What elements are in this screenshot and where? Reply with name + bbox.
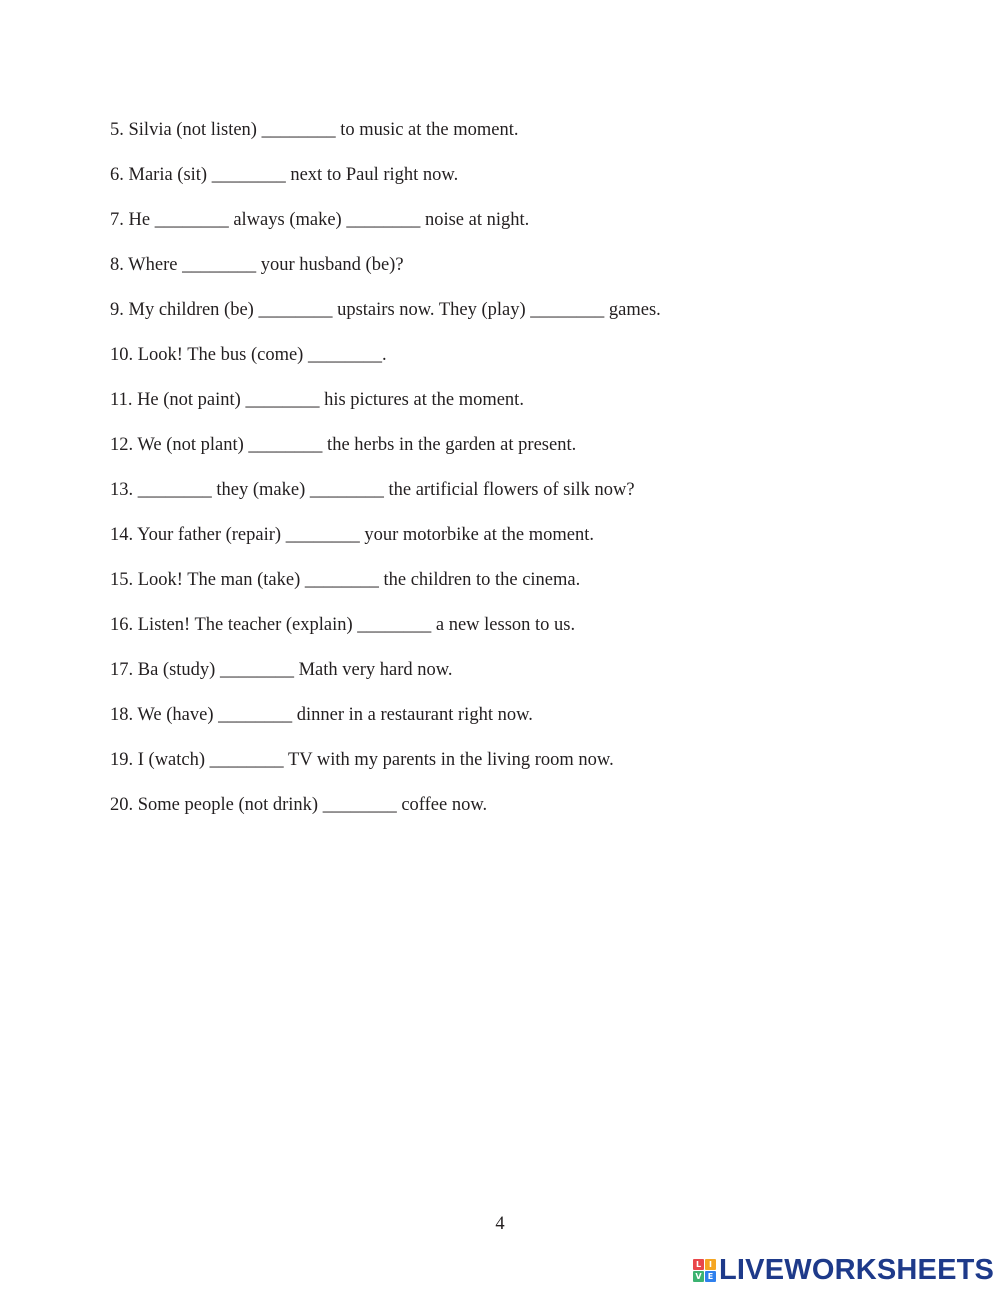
question-6: 6. Maria (sit) ________ next to Paul right now. <box>110 165 459 185</box>
question-11: 11. He (not paint) ________ his pictures at the moment. <box>110 390 524 410</box>
question-14: 14. Your father (repair) ________ your motorbike at the moment. <box>110 525 594 545</box>
logo-tile-l: L <box>693 1259 704 1270</box>
question-10: 10. Look! The bus (come) ________. <box>110 345 387 365</box>
question-13: 13. ________ they (make) ________ the artificial flowers of silk now? <box>110 480 635 500</box>
live-tiles-icon <box>693 1259 716 1282</box>
logo-tile-v: V <box>693 1271 704 1282</box>
question-20: 20. Some people (not drink) ________ coffee now. <box>110 795 488 815</box>
question-8: 8. Where ________ your husband (be)? <box>110 255 404 275</box>
page-number: 4 <box>495 1214 505 1234</box>
question-17: 17. Ba (study) ________ Math very hard now. <box>110 660 453 680</box>
question-16: 16. Listen! The teacher (explain) ________ a new lesson to us. <box>110 615 576 635</box>
question-12: 12. We (not plant) ________ the herbs in the garden at present. <box>110 435 577 455</box>
liveworksheets-logo[interactable] <box>693 1254 994 1286</box>
question-5: 5. Silvia (not listen) ________ to music at the moment. <box>110 120 519 140</box>
brand-name: LIVEWORKSHEETS <box>719 1254 995 1286</box>
question-9: 9. My children (be) ________ upstairs now. They (play) ________ games. <box>110 300 661 320</box>
worksheet-questions <box>110 116 930 836</box>
question-15: 15. Look! The man (take) ________ the children to the cinema. <box>110 570 581 590</box>
logo-tile-i: I <box>705 1259 716 1270</box>
question-7: 7. He ________ always (make) ________ noise at night. <box>110 210 530 230</box>
question-18: 18. We (have) ________ dinner in a restaurant right now. <box>110 705 533 725</box>
question-19: 19. I (watch) ________ TV with my parents in the living room now. <box>110 750 614 770</box>
logo-tile-e: E <box>705 1271 716 1282</box>
